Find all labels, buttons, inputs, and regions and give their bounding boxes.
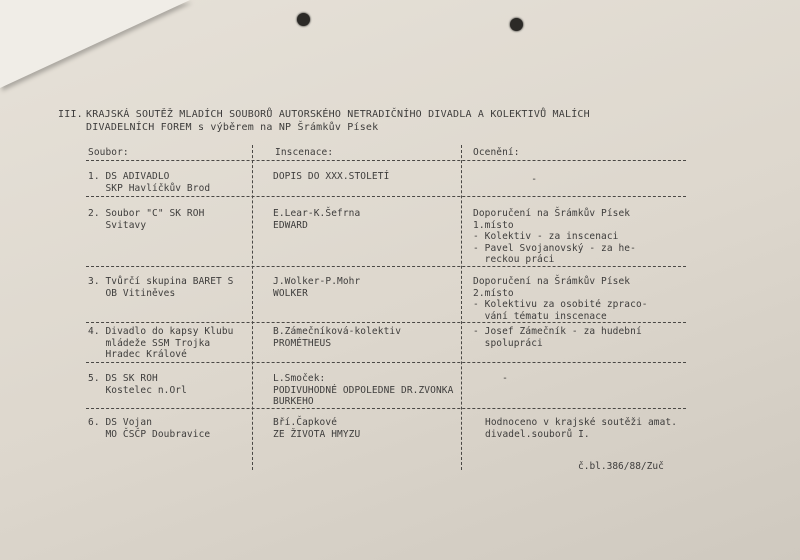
row-divider (86, 196, 686, 197)
column-divider-1 (252, 145, 253, 470)
column-divider-2 (461, 145, 462, 470)
punch-hole-right (510, 18, 523, 31)
oceneni-cell: Hodnoceno v krajské soutěži amat. divadel.souborů I. (485, 417, 678, 440)
soubor-cell: 2. Soubor "C" SK ROH Svitavy (88, 208, 205, 231)
soubor-cell: 4. Divadlo do kapsy Klubu mládeže SSM Trojka Hradec Králové (88, 326, 234, 360)
row-divider (86, 266, 686, 267)
inscenace-cell: Bří.Čapkové ZE ŽIVOTA HMYZU (273, 417, 361, 440)
header-inscenace: Inscenace: (275, 147, 334, 158)
inscenace-cell: L.Smoček: PODIVUHODNÉ ODPOLEDNE DR.ZVONKA BURKEHO (273, 373, 454, 407)
row-divider (86, 322, 686, 323)
header-oceneni: Ocenění: (473, 147, 520, 158)
title-line-2: DIVADELNÍCH FOREM s výběrem na NP Šrámkův Písek (86, 122, 379, 133)
inscenace-cell: E.Lear-K.Šefrna EDWARD (273, 208, 361, 231)
oceneni-cell: Doporučení na Šrámkův Písek 2.místo - Kolektivu za osobité zpraco- vání tématu inscenace (473, 276, 648, 322)
oceneni-cell: - Josef Zámečník - za hudební spolupráci (473, 326, 642, 349)
title-line-1: KRAJSKÁ SOUTĚŽ MLADÍCH SOUBORŮ AUTORSKÉHO NETRADIČNÍHO DIVADLA A KOLEKTIVŮ MALÍCH (86, 109, 590, 120)
row-divider (86, 408, 686, 409)
folded-corner (0, 0, 190, 88)
punch-hole-left (297, 13, 310, 26)
soubor-cell: 6. DS Vojan MO ČSČP Doubravice (88, 417, 211, 440)
document-title (58, 108, 618, 134)
oceneni-cell: Doporučení na Šrámkův Písek 1.místo - Kolektiv - za inscenaci - Pavel Svojanovský - za he- reckou práci (473, 208, 636, 265)
oceneni-cell: - (473, 174, 538, 185)
section-number: III. (58, 109, 83, 120)
reference-number: č.bl.386/88/Zuč (578, 461, 664, 472)
soubor-cell: 3. Tvůrčí skupina BARET S OB Vitiněves (88, 276, 234, 299)
soubor-cell: 5. DS SK ROH Kostelec n.Orl (88, 373, 187, 396)
header-underline (86, 160, 686, 161)
inscenace-cell: J.Wolker-P.Mohr WOLKER (273, 276, 361, 299)
inscenace-cell: DOPIS DO XXX.STOLETÍ (273, 171, 390, 182)
header-soubor: Soubor: (88, 147, 129, 158)
soubor-cell: 1. DS ADIVADLO SKP Havlíčkův Brod (88, 171, 211, 194)
inscenace-cell: B.Zámečníková-kolektiv PROMÉTHEUS (273, 326, 402, 349)
row-divider (86, 362, 686, 363)
oceneni-cell: - (473, 373, 508, 384)
